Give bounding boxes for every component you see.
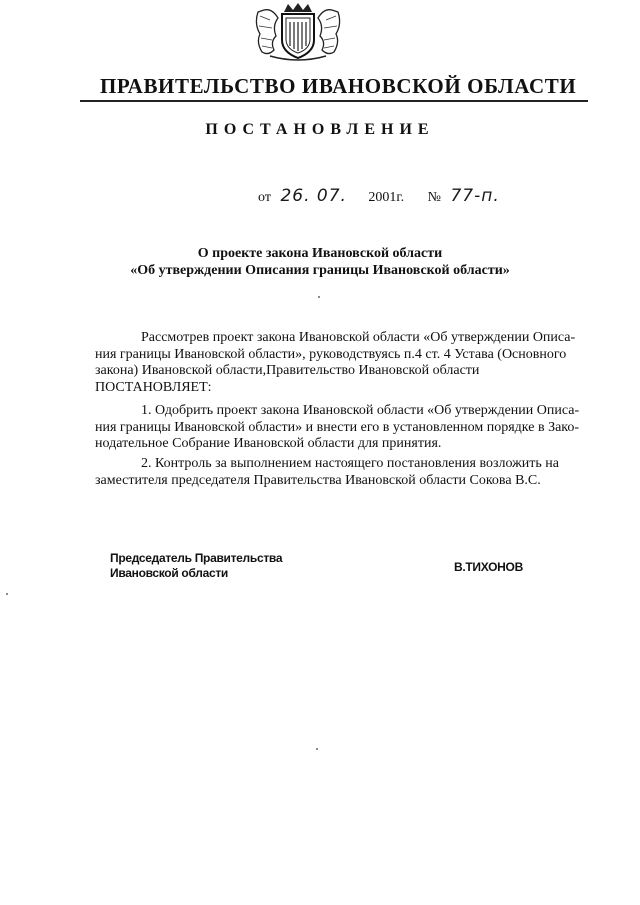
decision-item-2 [95,456,595,489]
scan-speck [6,593,8,595]
scan-speck [316,748,318,750]
body-line: 2. Контроль за выполнением настоящего постановления возложить на [141,456,559,471]
subject-line: «Об утверждении Описания границы Ивановской области» [130,263,510,278]
signatory-title-line: Председатель Правительства [110,551,283,565]
body-line: ния границы Ивановской области» и внести его в установленном порядке в Зако- [95,419,580,435]
handwritten-number: 77-п. [450,186,500,206]
signatory-title [110,551,282,581]
signatory-title-line: Ивановской области [110,566,229,580]
body-line: заместителя председателя Правительства Ивановской области Сокова В.С. [95,472,541,488]
document-subject [100,245,540,279]
body-line: закона) Ивановской области,Правительство Ивановской области [95,363,480,378]
body-line: ПОСТАНОВЛЯЕТ: [95,379,212,395]
date-prefix: от [258,190,271,205]
handwritten-date: 26. 07. [280,186,347,206]
body-line: нодательное Собрание Ивановской области для принятия. [95,436,442,451]
body-line: ния границы Ивановской области», руководствуясь п.4 ст. 4 Устава (Основного [95,346,567,362]
document-type-title: ПОСТАНОВЛЕНИЕ [205,121,435,138]
coat-of-arms-emblem [250,2,346,64]
body-line: Рассмотрев проект закона Ивановской области «Об утверждении Описа- [141,330,576,345]
header-divider [80,100,588,102]
scan-speck [318,296,320,298]
body-line: 1. Одобрить проект закона Ивановской области «Об утверждении Описа- [141,403,580,418]
subject-line: О проекте закона Ивановской области [197,246,443,261]
number-sign: № [427,190,441,205]
date-year: 2001г. [368,190,405,205]
organization-title: ПРАВИТЕЛЬСТВО ИВАНОВСКОЙ ОБЛАСТИ [100,74,577,98]
document-date-line [258,186,500,206]
signatory-name: В.ТИХОНОВ [454,560,523,574]
decision-item-1 [95,403,595,453]
preamble-paragraph [95,330,595,396]
